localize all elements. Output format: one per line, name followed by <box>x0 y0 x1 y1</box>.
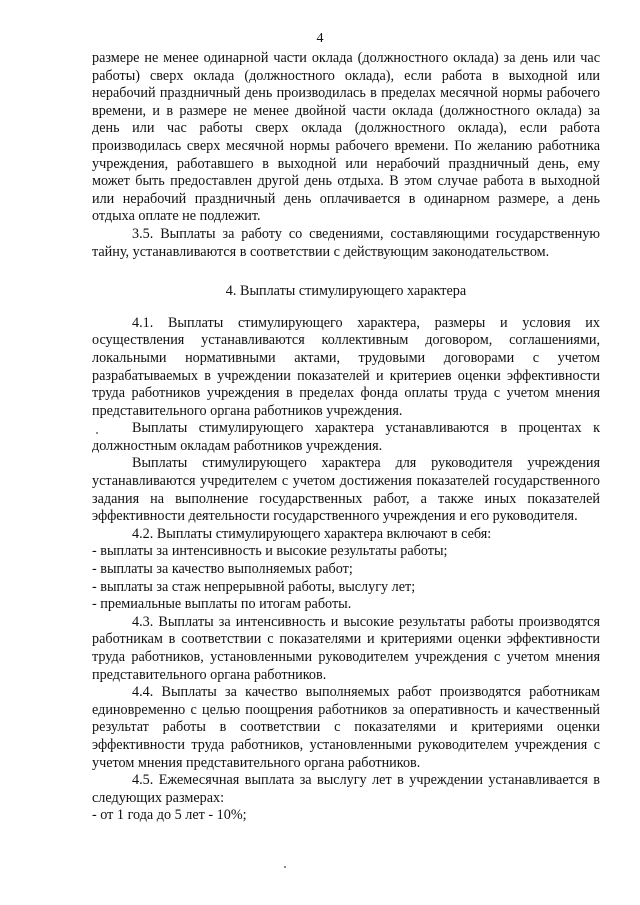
paragraph-4-5: 4.5. Ежемесячная выплата за выслугу лет в учреждении устанавливается в следующих размерах: <box>92 772 600 806</box>
paragraph-3-5: 3.5. Выплаты за работу со сведениями, составляющими государственную тайну, устанавливаются в соответствии с действующим законодательством. <box>92 225 600 260</box>
list-item: - выплаты за стаж непрерывной работы, выслугу лет; <box>92 578 416 595</box>
section-heading: 4. Выплаты стимулирующего характера <box>225 283 467 300</box>
list-item: - выплаты за интенсивность и высокие результаты работы; <box>92 543 448 560</box>
paragraph-director: Выплаты стимулирующего характера для руководителя учреждения устанавливаются учредителем с учетом достижения показателей государственного задания на выполнение государственных работ, а также иных показателей эффективности деятельности государственного учреждения и его руководителя. <box>92 455 600 525</box>
paragraph-percent: Выплаты стимулирующего характера устанавливаются в процентах к должностным окладам работников учреждения. <box>92 420 600 454</box>
paragraph-continuation: размере не менее одинарной части оклада (должностного оклада) за день или час работы) сверх оклада (должностного оклада), если работа в выходной или нерабочий праздничный день производилась в пределах месячной нормы рабочего времени, и в размере не менее двойной части оклада (должностного оклада) за день или час работы сверх оклада (должностного оклада), если работа производилась сверх месячной нормы рабочего времени. По желанию работника учреждения, работавшего в выходной или нерабочий праздничный день, ему может быть предоставлен другой день отдыха. В этом случае работа в выходной или нерабочий праздничный день оплачивается в одинарном размере, а день отдыха оплате не подлежит. <box>92 50 600 225</box>
paragraph-4-1: 4.1. Выплаты стимулирующего характера, размеры и условия их осуществления устанавливаются коллективным договором, соглашениями, локальными нормативными актами, трудовыми договорами с учетом разрабатываемых в учреждении показателей и критериев оценки эффективности труда работников учреждения в пределах фонда оплаты труда с учетом мнения представительного органа работников учреждения. <box>92 314 600 419</box>
page-number: 4 <box>316 31 324 46</box>
final-list-item: - от 1 года до 5 лет - 10%; <box>92 807 247 824</box>
list-item: - выплаты за качество выполняемых работ; <box>92 561 353 578</box>
document-body <box>92 50 600 825</box>
payments-list <box>92 543 600 613</box>
scan-speck <box>96 432 98 434</box>
paragraph-4-4: 4.4. Выплаты за качество выполняемых работ производятся работникам единовременно с целью поощрения работников за оперативность и качественный результат работы в соответствии с показателями и критериями оценки эффективности труда работников, установленными руководителем учреждения с учетом мнения представительного органа работников. <box>92 684 600 771</box>
list-item: - премиальные выплаты по итогам работы. <box>92 596 352 613</box>
paragraph-4-3: 4.3. Выплаты за интенсивность и высокие результаты работы производятся работникам в соответствии с показателями и критериями оценки эффективности труда работников, установленными руководителем учреждения с учетом мнения представительного органа работников. <box>92 613 600 683</box>
paragraph-4-2: 4.2. Выплаты стимулирующего характера включают в себя: <box>132 525 492 542</box>
scan-speck <box>284 866 286 868</box>
